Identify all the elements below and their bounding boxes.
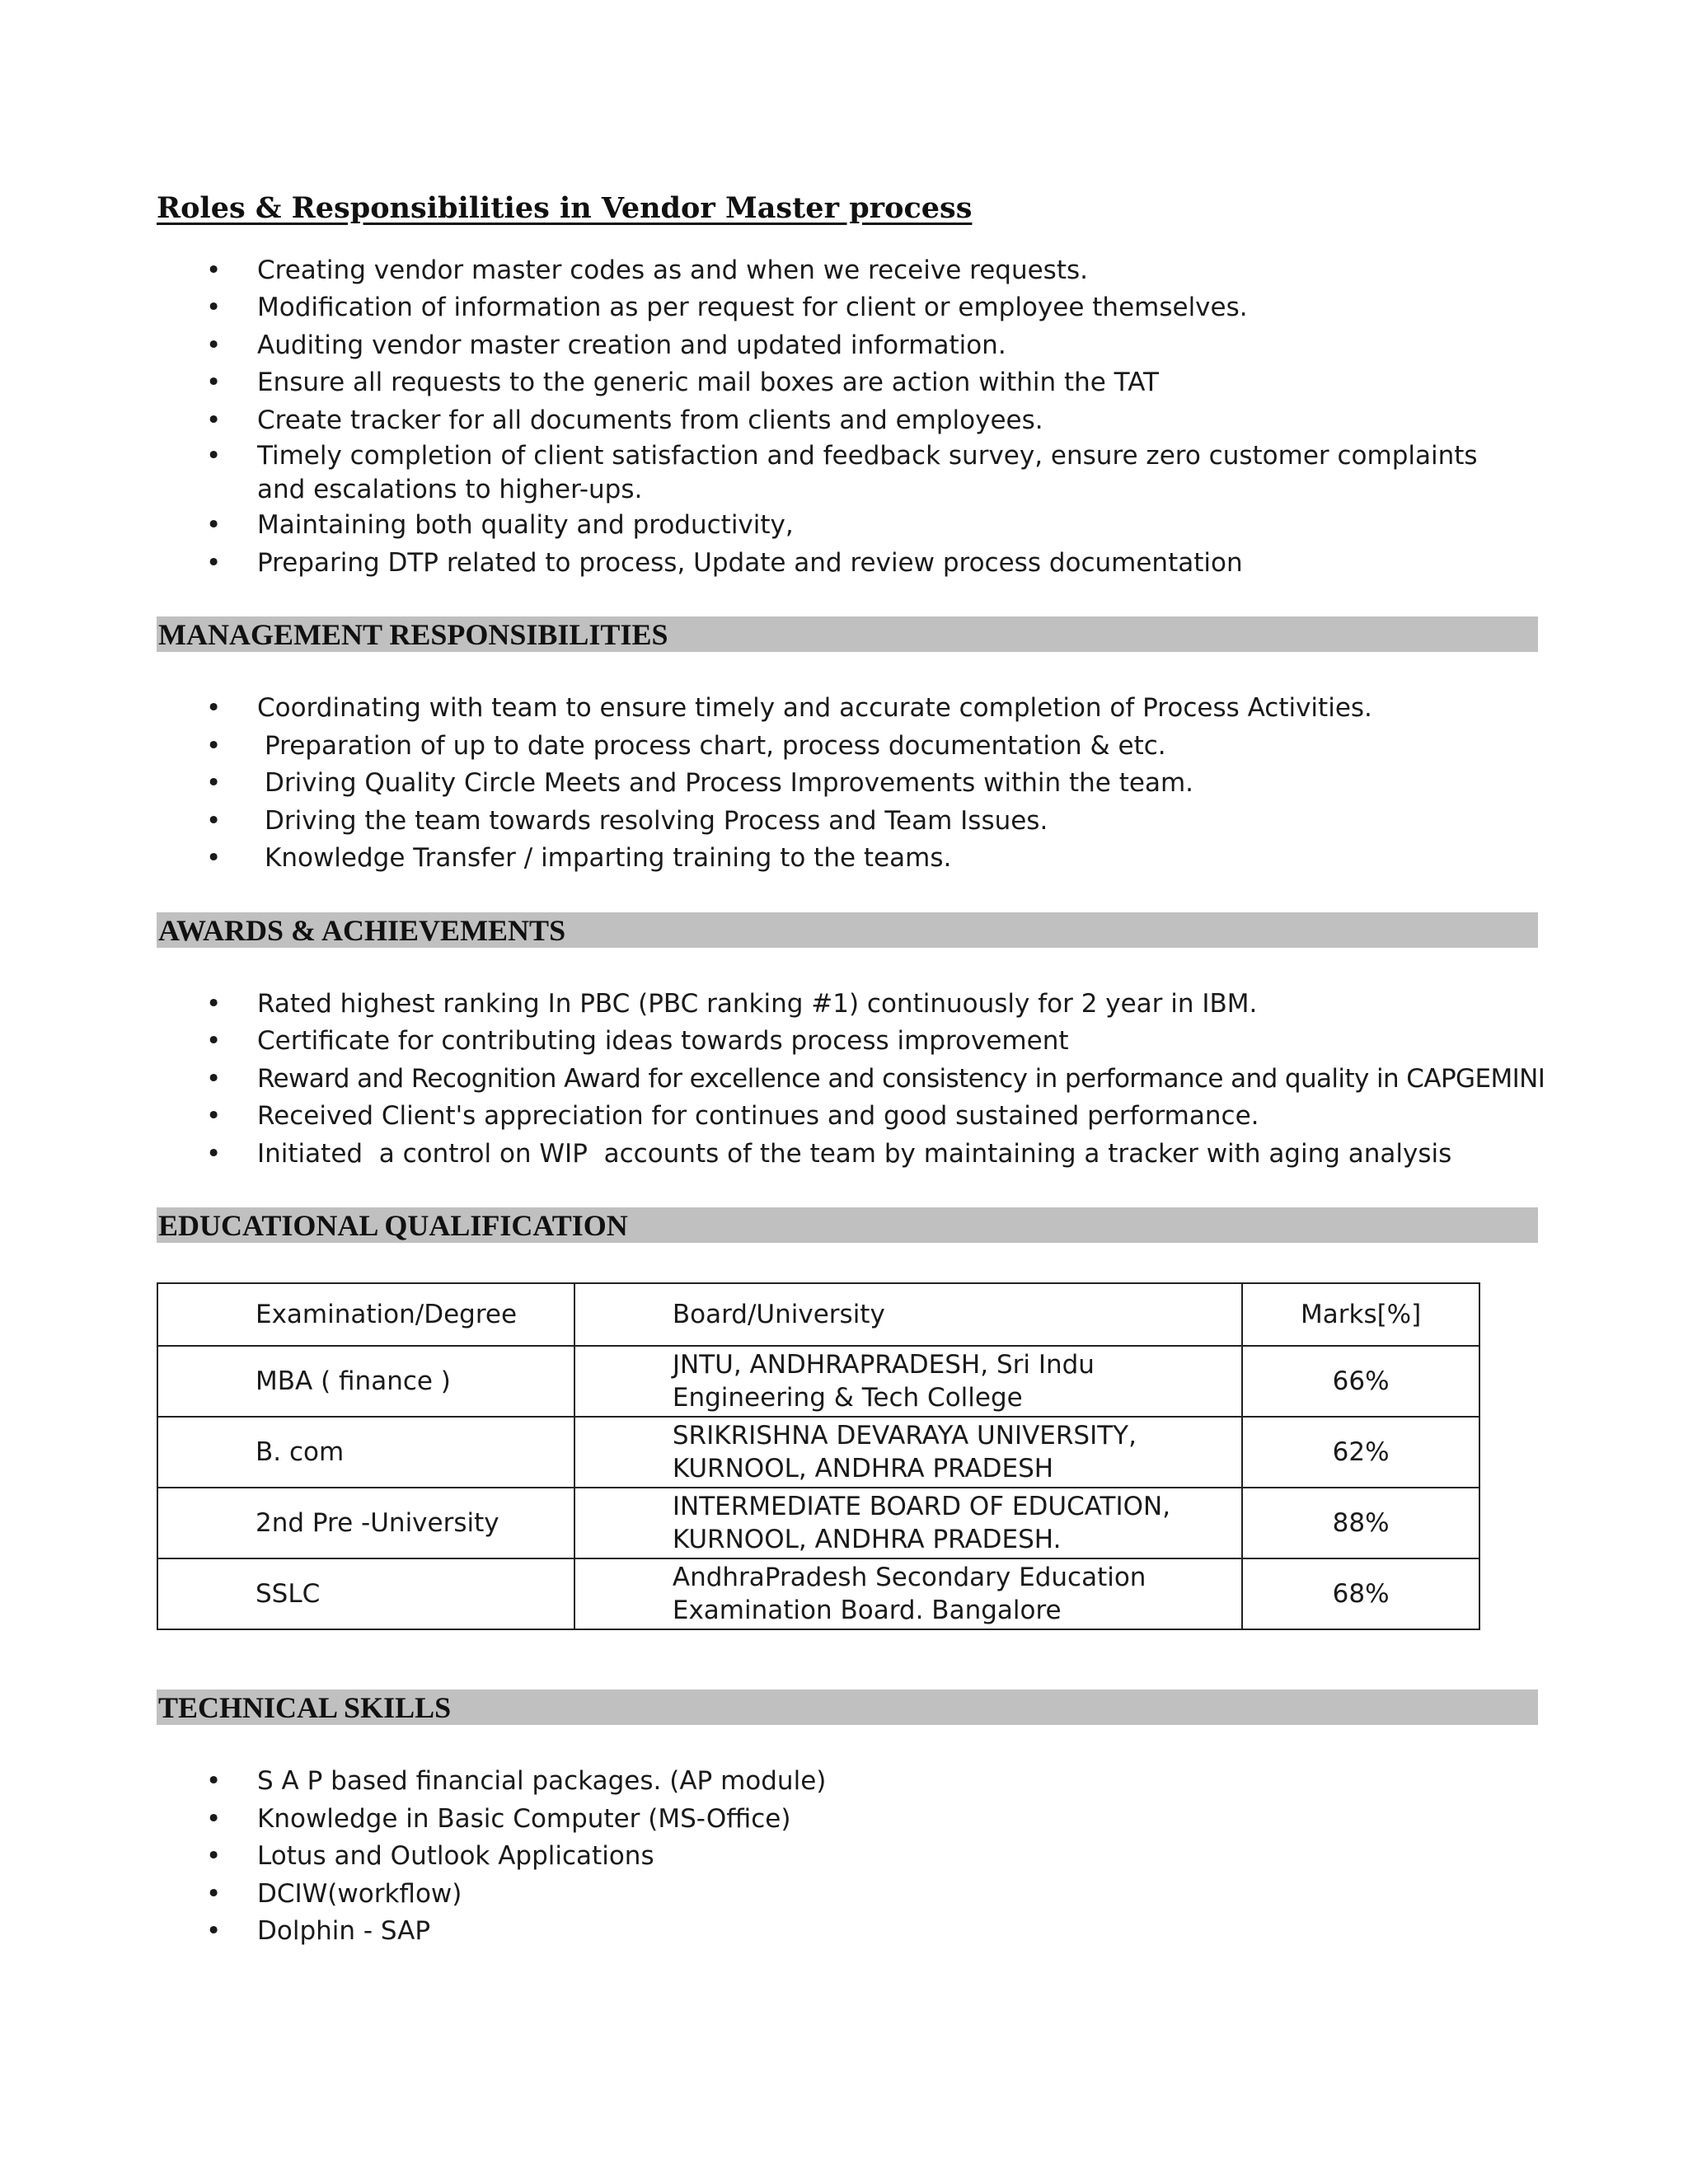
- list-item: • Maintaining both quality and productivity,: [206, 507, 1538, 545]
- bullet-icon: •: [206, 988, 222, 1019]
- table-row: [157, 1417, 1479, 1488]
- bullet-icon: •: [206, 255, 222, 285]
- list-item: • Preparation of up to date process chart, process documentation & etc.: [206, 728, 1538, 766]
- degree-cell: SSLC: [157, 1558, 574, 1629]
- board-cell: SRIKRISHNA DEVARAYA UNIVERSITY, KURNOOL, ANDHRA PRADESH: [574, 1417, 1242, 1488]
- bullet-icon: •: [206, 805, 222, 836]
- column-header-board: Board/University: [574, 1283, 1242, 1346]
- bullet-icon: •: [206, 1766, 222, 1796]
- list-item: • Rated highest ranking In PBC (PBC ranking #1) continuously for 2 year in IBM.: [206, 986, 1538, 1024]
- awards-list: [157, 986, 1545, 1174]
- column-header-degree: Examination/Degree: [157, 1283, 574, 1346]
- marks-cell: 66%: [1242, 1346, 1479, 1417]
- marks-cell: 88%: [1242, 1488, 1479, 1558]
- table-header-row: [157, 1283, 1479, 1346]
- board-cell: AndhraPradesh Secondary Education Examination Board. Bangalore: [574, 1558, 1242, 1629]
- bullet-icon: •: [206, 547, 222, 578]
- list-item: • DCIW(workflow): [206, 1876, 1538, 1914]
- section-heading-management: MANAGEMENT RESPONSIBILITIES: [157, 616, 1538, 652]
- table-row: [157, 1558, 1479, 1629]
- bullet-icon: •: [206, 1138, 222, 1169]
- bullet-icon: •: [206, 405, 222, 435]
- section-heading-awards: AWARDS & ACHIEVEMENTS: [157, 912, 1538, 948]
- degree-cell: B. com: [157, 1417, 574, 1488]
- bullet-icon: •: [206, 1026, 222, 1056]
- list-item: • Driving Quality Circle Meets and Process Improvements within the team.: [206, 765, 1538, 803]
- list-item: • Auditing vendor master creation and updated information.: [206, 327, 1538, 365]
- list-item: • Received Client's appreciation for continues and good sustained performance.: [206, 1098, 1538, 1136]
- marks-cell: 62%: [1242, 1417, 1479, 1488]
- list-item: • Coordinating with team to ensure timely and accurate completion of Process Activities.: [206, 690, 1538, 728]
- bullet-icon: •: [206, 1101, 222, 1131]
- column-header-marks: Marks[%]: [1242, 1283, 1479, 1346]
- list-item: • Creating vendor master codes as and when we receive requests.: [206, 252, 1538, 290]
- board-cell: INTERMEDIATE BOARD OF EDUCATION, KURNOOL, ANDHRA PRADESH.: [574, 1488, 1242, 1558]
- list-item: • Create tracker for all documents from clients and employees.: [206, 402, 1538, 440]
- technical-list: [157, 1763, 1538, 1951]
- list-item: • Initiated a control on WIP accounts of the team by maintaining a tracker with aging analysis: [206, 1136, 1538, 1174]
- bullet-icon: •: [206, 768, 222, 798]
- degree-cell: 2nd Pre -University: [157, 1488, 574, 1558]
- section-heading-technical: TECHNICAL SKILLS: [157, 1690, 1538, 1725]
- table-row: [157, 1346, 1479, 1417]
- bullet-icon: •: [206, 368, 222, 397]
- bullet-icon: •: [206, 330, 222, 360]
- list-item: • Reward and Recognition Award for excellence and consistency in performance and quality in CAPGEMINI: [206, 1061, 1538, 1099]
- list-item: • Lotus and Outlook Applications: [206, 1838, 1538, 1876]
- bullet-icon: •: [206, 843, 222, 873]
- list-item: • Knowledge Transfer / imparting training to the teams.: [206, 840, 1538, 878]
- table-row: [157, 1488, 1479, 1558]
- list-item: • Preparing DTP related to process, Update and review process documentation: [206, 545, 1538, 583]
- board-cell: JNTU, ANDHRAPRADESH, Sri Indu Engineering & Tech College: [574, 1346, 1242, 1417]
- list-item: • S A P based financial packages. (AP module): [206, 1763, 1538, 1801]
- list-item: • Modification of information as per request for client or employee themselves.: [206, 289, 1538, 327]
- bullet-icon: •: [206, 1916, 222, 1946]
- list-item: • Timely completion of client satisfaction and feedback survey, ensure zero customer complaints and escalations to higher-ups.: [206, 441, 1478, 504]
- list-item: • Driving the team towards resolving Process and Team Issues.: [206, 803, 1538, 841]
- resume-page: [157, 173, 1545, 1951]
- bullet-icon: •: [206, 1878, 222, 1909]
- bullet-icon: •: [206, 1841, 222, 1871]
- bullet-icon: •: [206, 1803, 222, 1834]
- education-table: [157, 1282, 1480, 1630]
- bullet-icon: •: [206, 510, 222, 540]
- bullet-icon: •: [206, 293, 222, 322]
- marks-cell: 68%: [1242, 1558, 1479, 1629]
- list-item: • Knowledge in Basic Computer (MS-Office): [206, 1801, 1538, 1839]
- bullet-icon: •: [206, 693, 222, 723]
- list-item: • Dolphin - SAP: [206, 1913, 1538, 1951]
- roles-list: [157, 252, 1538, 583]
- section-heading-education: EDUCATIONAL QUALIFICATION: [157, 1207, 1538, 1243]
- list-item: • Certificate for contributing ideas towards process improvement: [206, 1023, 1538, 1061]
- bullet-icon: •: [206, 730, 222, 761]
- degree-cell: MBA ( finance ): [157, 1346, 574, 1417]
- list-item: • Ensure all requests to the generic mail boxes are action within the TAT: [206, 364, 1538, 402]
- roles-heading: Roles & Responsibilities in Vendor Master process: [157, 191, 973, 225]
- bullet-icon: •: [206, 1063, 221, 1094]
- bullet-icon: •: [206, 441, 222, 471]
- management-list: [157, 690, 1538, 878]
